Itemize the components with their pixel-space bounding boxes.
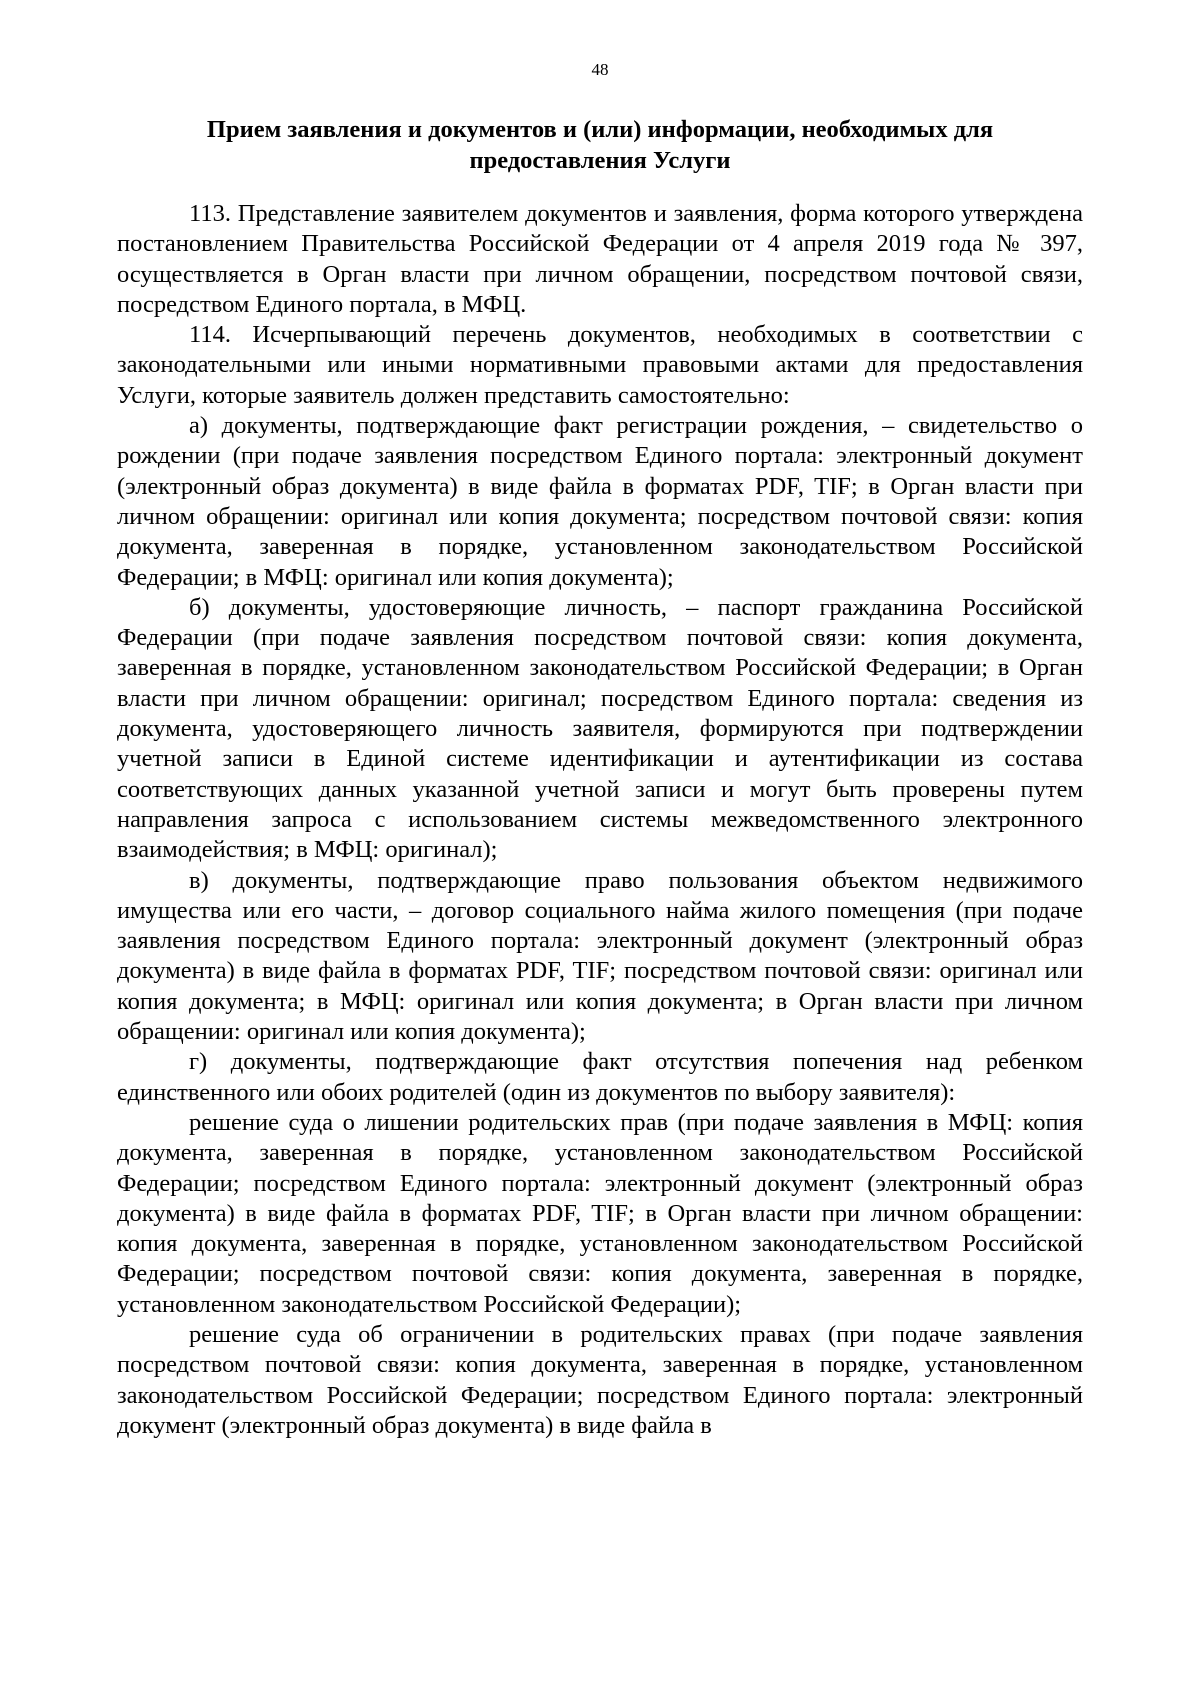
document-body [117, 199, 1083, 1441]
paragraph-114: 114. Исчерпывающий перечень документов, необходимых в соответствии с законодательными или иными нормативными правовыми актами для предоставления Услуги, которые заявитель должен представить самостоятельно: [117, 321, 1083, 409]
page-number: 48 [591, 60, 609, 79]
paragraph-item-b: б) документы, удостоверяющие личность, – паспорт гражданина Российской Федерации (при подаче заявления посредством почтовой связи: копия документа, заверенная в порядке, установленном законодательством Российской Федерации; в Орган власти при личном обращении: оригинал; посредством Единого портала: сведения из документа, удостоверяющего личность заявителя, формируются при подтверждении учетной записи в Единой системе идентификации и аутентификации из состава соответствующих данных указанной учетной записи и могут быть проверены путем направления запроса с использованием системы межведомственного электронного взаимодействия; в МФЦ: оригинал); [117, 593, 1083, 864]
paragraph-item-g: г) документы, подтверждающие факт отсутствия попечения над ребенком единственного или обоих родителей (один из документов по выбору заявителя): [117, 1048, 1083, 1106]
paragraph-113: 113. Представление заявителем документов и заявления, форма которого утверждена постановлением Правительства Российской Федерации от 4 апреля 2019 года № 397, осуществляется в Орган власти при личном обращении, посредством почтовой связи, посредством Единого портала, в МФЦ. [117, 200, 1083, 318]
section-heading: Прием заявления и документов и (или) информации, необходимых для предоставления Услуги [206, 116, 994, 174]
document-page [117, 60, 1083, 1441]
paragraph-item-a: а) документы, подтверждающие факт регистрации рождения, – свидетельство о рождении (при подаче заявления посредством Единого портала: электронный документ (электронный образ документа) в виде файла в форматах PDF, TIF; в Орган власти при личном обращении: оригинал или копия документа; посредством почтовой связи: копия документа, заверенная в порядке, установленном законодательством Российской Федерации; в МФЦ: оригинал или копия документа); [117, 412, 1083, 591]
paragraph-court-decision-restriction: решение суда об ограничении в родительских правах (при подаче заявления посредством почтовой связи: копия документа, заверенная в порядке, установленном законодательством Российской Федерации; посредством Единого портала: электронный документ (электронный образ документа) в виде файла в [117, 1320, 1083, 1439]
paragraph-court-decision-deprivation: решение суда о лишении родительских прав (при подаче заявления в МФЦ: копия документа, заверенная в порядке, установленном законодательством Российской Федерации; посредством Единого портала: электронный документ (электронный образ документа) в виде файла в форматах PDF, TIF; в Орган власти при личном обращении: копия документа, заверенная в порядке, установленном законодательством Российской Федерации; посредством почтовой связи: копия документа, заверенная в порядке, установленном законодательством Российской Федерации); [117, 1108, 1083, 1318]
paragraph-item-v: в) документы, подтверждающие право пользования объектом недвижимого имущества или его части, – договор социального найма жилого помещения (при подаче заявления посредством Единого портала: электронный документ (электронный образ документа) в виде файла в форматах PDF, TIF; посредством почтовой связи: оригинал или копия документа; в МФЦ: оригинал или копия документа; в Орган власти при личном обращении: оригинал или копия документа); [117, 866, 1083, 1046]
